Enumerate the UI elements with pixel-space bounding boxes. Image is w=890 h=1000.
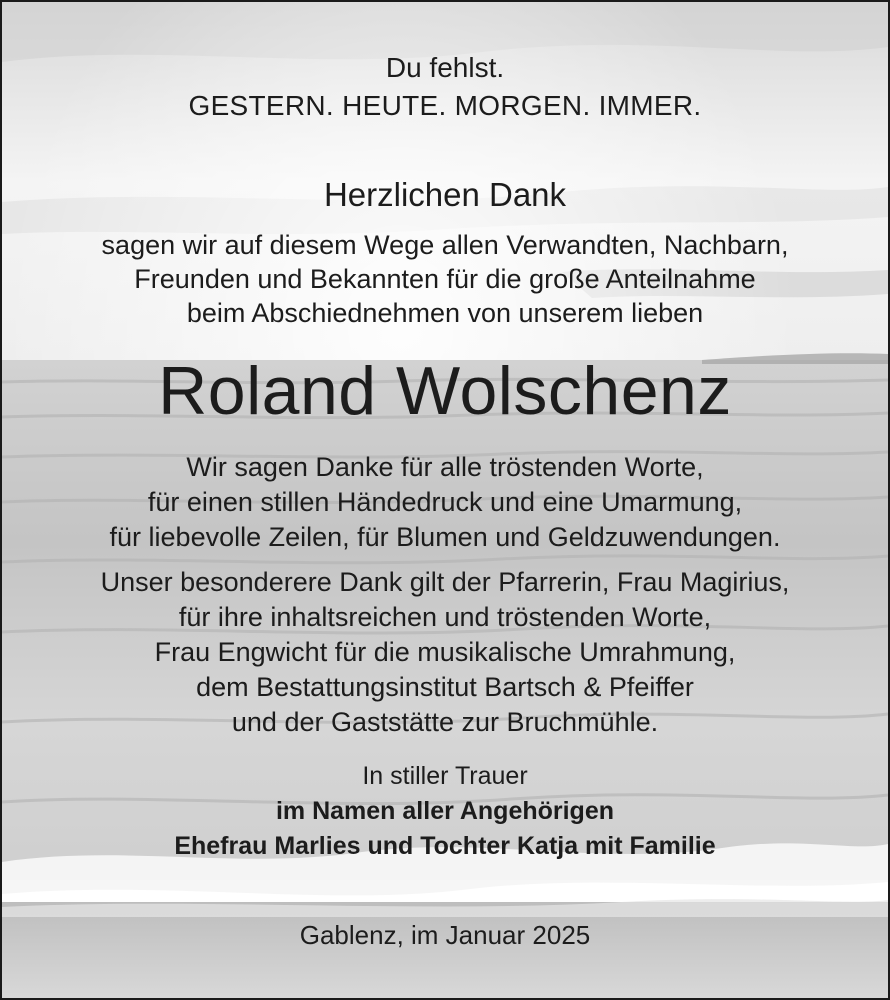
place-and-date: Gablenz, im Januar 2025 <box>299 920 591 950</box>
acknowledgement-line: Unser besonderere Dank gilt der Pfarrerin, Frau Magirius, <box>100 567 790 597</box>
signature-mourning: In stiller Trauer <box>362 762 528 790</box>
opening-line: Du fehlst. <box>385 52 505 83</box>
signature-relatives: im Namen aller Angehörigen <box>275 797 615 825</box>
thanks-line: sagen wir auf diesem Wege allen Verwandten, Nachbarn, <box>101 230 789 260</box>
deceased-name: Roland Wolschenz <box>158 353 732 429</box>
signature-family: Ehefrau Marlies und Tochter Katja mit Familie <box>174 832 716 860</box>
acknowledgement-line: und der Gaststätte zur Bruchmühle. <box>231 707 659 737</box>
message-line: für liebevolle Zeilen, für Blumen und Geldzuwendungen. <box>109 522 781 552</box>
opening-motto: GESTERN. HEUTE. MORGEN. IMMER. <box>188 90 702 121</box>
acknowledgement-line: für ihre inhaltsreichen und tröstenden Worte, <box>178 602 712 632</box>
acknowledgement-line: Frau Engwicht für die musikalische Umrahmung, <box>154 637 736 667</box>
thanks-line: beim Abschiednehmen von unserem lieben <box>186 298 704 328</box>
thanks-line: Freunden und Bekannten für die große Anteilnahme <box>134 264 756 294</box>
message-line: für einen stillen Händedruck und eine Umarmung, <box>147 487 743 517</box>
acknowledgement-line: dem Bestattungsinstitut Bartsch & Pfeiffer <box>196 672 694 702</box>
obituary-text <box>2 2 888 998</box>
thanks-heading: Herzlichen Dank <box>323 176 567 213</box>
message-line: Wir sagen Danke für alle tröstenden Worte, <box>186 452 704 482</box>
